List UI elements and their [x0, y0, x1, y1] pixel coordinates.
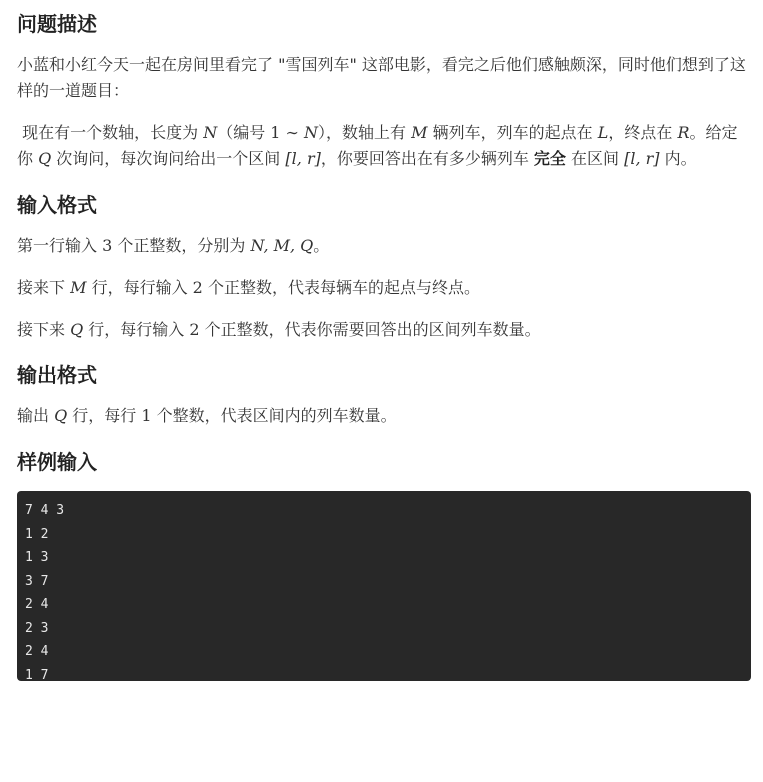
- math-interval-1: [l, r]: [285, 149, 321, 168]
- section-title-description: 问题描述: [17, 12, 97, 36]
- input-format-line-3: [17, 317, 751, 343]
- code-line: 2 4: [25, 644, 49, 659]
- in3-text-a: 接下来: [17, 320, 71, 339]
- code-line: 1 2: [25, 526, 49, 542]
- out1-number: 1: [141, 406, 152, 425]
- out1-var-Q: Q: [54, 406, 68, 425]
- in3-text-b: 行，每行输入: [83, 320, 190, 339]
- in1-text-a: 第一行输入: [17, 236, 103, 255]
- in1-text-c: 。: [313, 236, 330, 255]
- in2-text-b: 行，每行输入: [86, 278, 193, 297]
- input-format-line-2: [17, 275, 751, 301]
- math-M: M: [411, 123, 428, 142]
- def-text-8: ，你要回答出在有多少辆列车: [320, 149, 534, 168]
- math-Q: Q: [38, 149, 52, 168]
- in3-text-c: 个正整数，代表你需要回答出的区间列车数量。: [199, 320, 541, 339]
- math-tilde: ∼: [280, 123, 305, 142]
- in2-var-M: M: [70, 278, 87, 297]
- in3-var-Q: Q: [70, 320, 84, 339]
- def-text-3: ），数轴上有: [318, 123, 412, 142]
- def-text-4: 辆列车，列车的起点在: [427, 123, 598, 142]
- math-L: L: [597, 123, 609, 142]
- output-format-line-1: [17, 403, 751, 429]
- problem-statement: [17, 8, 751, 681]
- code-line: 2 3: [25, 620, 49, 636]
- section-title-output-format: 输出格式: [17, 363, 97, 387]
- math-R: R: [677, 123, 690, 142]
- def-text-6: 。给定你: [17, 123, 738, 168]
- code-line: 1 3: [25, 550, 49, 565]
- math-interval-2: [l, r]: [624, 149, 660, 168]
- def-text-9: 在区间: [565, 149, 625, 168]
- code-line: 1 7: [25, 667, 49, 681]
- in2-text-c: 个正整数，代表每辆车的起点与终点。: [202, 278, 480, 297]
- in1-vars: N, M, Q: [250, 236, 314, 255]
- in2-number: 2: [192, 278, 203, 297]
- code-line: 7 4 3: [25, 503, 65, 518]
- description-definition: [17, 120, 751, 172]
- out1-text-a: 输出: [17, 406, 55, 425]
- math-one: 1: [270, 123, 281, 142]
- out1-text-c: 个整数，代表区间内的列车数量。: [151, 406, 397, 425]
- input-format-line-1: [17, 233, 751, 259]
- def-text-1: 现在有一个数轴，长度为: [22, 123, 204, 142]
- out1-text-b: 行，每行: [67, 406, 142, 425]
- in3-number: 2: [189, 320, 200, 339]
- description-intro: 小蓝和小红今天一起在房间里看完了 "雪国列车" 这部电影，看完之后他们感触颇深，同时他们想到了这样的一道题目：: [17, 55, 746, 100]
- code-line: 2 4: [25, 597, 49, 612]
- math-N-2: N: [304, 123, 319, 142]
- def-text-2: （编号: [217, 123, 271, 142]
- code-line: 3 7: [25, 573, 49, 589]
- in1-text-b: 个正整数，分别为: [112, 236, 251, 255]
- sample-input-code-block[interactable]: [17, 491, 751, 681]
- def-text-7: 次询问，每次询问给出一个区间: [51, 149, 286, 168]
- section-title-sample-input: 样例输入: [17, 450, 97, 474]
- in2-text-a: 接来下: [17, 278, 71, 297]
- in1-number: 3: [102, 236, 113, 255]
- math-N: N: [203, 123, 218, 142]
- section-title-input-format: 输入格式: [17, 193, 97, 217]
- def-text-5: ，终点在: [608, 123, 678, 142]
- def-text-10: 内。: [659, 149, 697, 168]
- def-bold-complete: 完全: [533, 149, 566, 168]
